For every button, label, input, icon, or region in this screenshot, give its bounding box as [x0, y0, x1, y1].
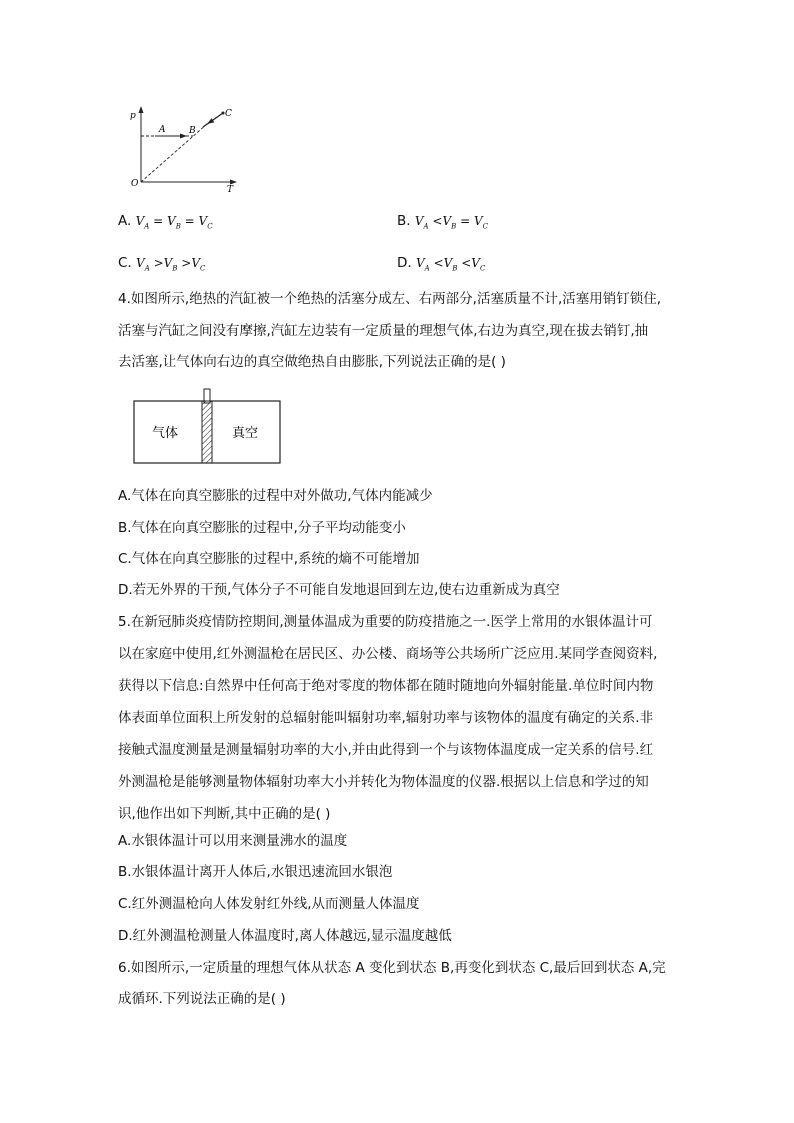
q3-option-a[interactable]: A. $V_A = V_B = V_C$ [118, 213, 213, 231]
q3-option-c[interactable]: C. $V_A >V_B >V_C$ [118, 255, 206, 273]
q4-option-b[interactable]: B.气体在向真空膨胀的过程中,分子平均动能变小 [118, 520, 406, 536]
q3-option-d[interactable]: D. $V_A <V_B <V_C$ [397, 255, 486, 273]
ab-arrow [180, 134, 187, 139]
q4-line-3: 去活塞,让气体向右边的真空做绝热自由膨胀,下列说法正确的是( ) [118, 354, 506, 370]
q6-line-2: 成循环.下列说法正确的是( ) [118, 991, 286, 1007]
segment-bc [203, 113, 223, 127]
q5-option-c[interactable]: C.红外测温枪向人体发射红外线,从而测量人体温度 [118, 896, 420, 912]
label-c: C [225, 109, 232, 119]
piston [202, 401, 212, 463]
q5-line-3: 获得以下信息:自然界中任何高于绝对零度的物体都在随时随地向外辐射能量.单位时间内物 [118, 678, 654, 694]
q4-option-d[interactable]: D.若无外界的干预,气体分子不可能自发地退回到左边,使右边重新成为真空 [118, 582, 560, 598]
q3-option-c-label: C. [118, 255, 132, 271]
y-axis-label: p [130, 111, 136, 121]
q4-option-a[interactable]: A.气体在向真空膨胀的过程中对外做功,气体内能减少 [118, 488, 433, 504]
q4-line-2: 活塞与汽缸之间没有摩擦,汽缸左边装有一定质量的理想气体,右边为真空,现在拔去销钉,抽 [118, 323, 649, 339]
x-axis-label: T [227, 185, 234, 195]
q4-line-1: 4.如图所示,绝热的汽缸被一个绝热的活塞分成左、右两部分,活塞质量不计,活塞用销钉锁住, [118, 291, 662, 307]
pt-graph [125, 100, 245, 195]
y-axis-arrow [139, 106, 144, 113]
q5-line-5: 接触式温度测量是测量辐射功率的大小,并由此得到一个与该物体温度成一定关系的信号.红 [118, 742, 654, 758]
q3-option-b-label: B. [397, 213, 411, 229]
q5-option-a[interactable]: A.水银体温计可以用来测量沸水的温度 [118, 833, 348, 849]
q5-line-2: 以在家庭中使用,红外测温枪在居民区、办公楼、商场等公共场所广泛应用.某同学查阅资料, [118, 646, 658, 662]
q3-option-b[interactable]: B. $V_A <V_B = V_C$ [397, 213, 489, 231]
q5-line-7: 识,他作出如下判断,其中正确的是( ) [118, 806, 331, 822]
q3-option-a-label: A. [118, 213, 132, 229]
q3-option-d-label: D. [397, 255, 412, 271]
vacuum-label: 真空 [232, 426, 259, 441]
q6-line-1: 6.如图所示,一定质量的理想气体从状态 A 变化到状态 B,再变化到状态 C,最后回到状态 A,完 [118, 960, 666, 976]
origin-label: O [131, 179, 139, 189]
label-b: B [189, 126, 196, 136]
x-axis-arrow [230, 180, 237, 185]
q4-option-c[interactable]: C.气体在向真空膨胀的过程中,系统的熵不可能增加 [118, 551, 420, 567]
q5-line-1: 5.在新冠肺炎疫情防控期间,测量体温成为重要的防疫措施之一.医学上常用的水银体温计可 [118, 614, 653, 630]
gas-label: 气体 [152, 426, 179, 441]
dashed-diagonal [141, 124, 207, 182]
q5-line-4: 体表面单位面积上所发射的总辐射能叫辐射功率,辐射功率与该物体的温度有确定的关系.非 [118, 710, 654, 726]
q5-option-b[interactable]: B.水银体温计离开人体后,水银迅速流回水银泡 [118, 864, 393, 880]
q5-option-d[interactable]: D.红外测温枪测量人体温度时,离人体越远,显示温度越低 [118, 928, 452, 944]
label-a: A [159, 125, 166, 135]
cylinder-figure [130, 386, 285, 468]
q5-line-6: 外测温枪是能够测量物体辐射功率大小并转化为物体温度的仪器.根据以上信息和学过的知 [118, 774, 649, 790]
